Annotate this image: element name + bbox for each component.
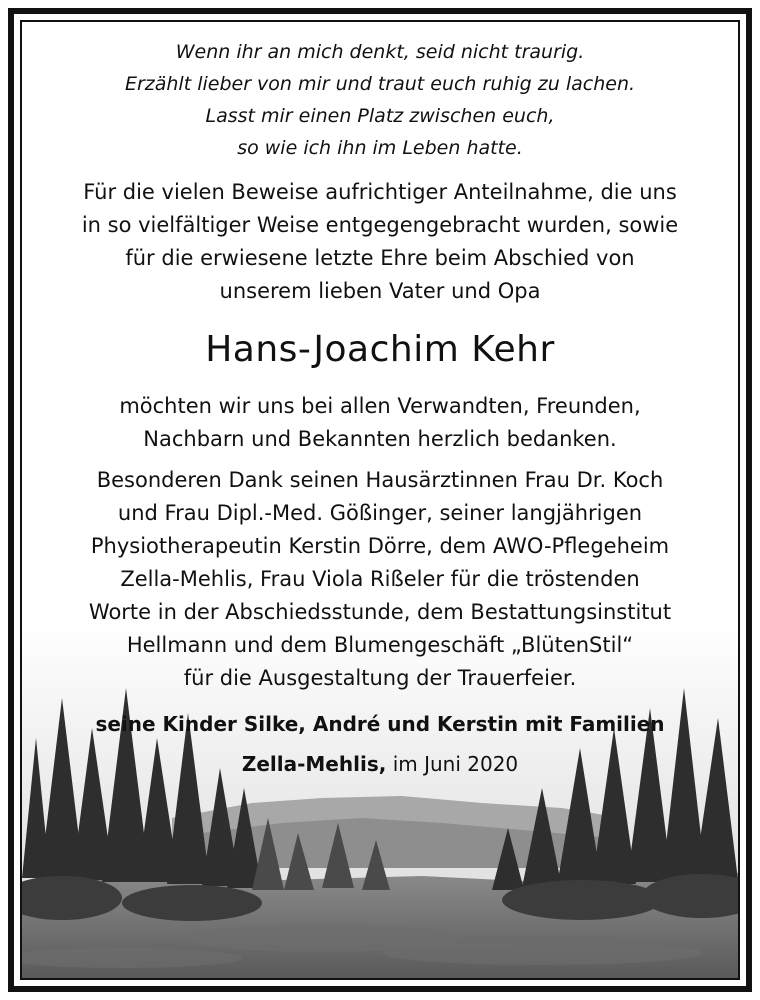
- place: Zella-Mehlis,: [241, 752, 387, 776]
- special-thanks-line: Besonderen Dank seinen Hausärztinnen Frau Dr. Koch: [96, 468, 664, 492]
- thanks-line: möchten wir uns bei allen Verwandten, Freunden,: [119, 394, 641, 418]
- intro-line: in so vielfältiger Weise entgegengebracht wurden, sowie: [81, 213, 679, 237]
- special-thanks-paragraph: [22, 464, 738, 695]
- mourners-signature: seine Kinder Silke, André und Kerstin mit Familien: [95, 712, 665, 736]
- intro-line: für die erwiesene letzte Ehre beim Abschied von: [125, 246, 635, 270]
- poem-line: Erzählt lieber von mir und traut euch ruhig zu lachen.: [124, 73, 636, 95]
- poem-line: so wie ich ihn im Leben hatte.: [237, 137, 523, 159]
- poem-line: Lasst mir einen Platz zwischen euch,: [205, 105, 555, 127]
- place-date: [22, 749, 738, 779]
- intro-line: unserem lieben Vater und Opa: [219, 279, 541, 303]
- special-thanks-line: und Frau Dipl.-Med. Gößinger, seiner langjährigen: [117, 501, 643, 525]
- special-thanks-line: für die Ausgestaltung der Trauerfeier.: [183, 666, 577, 690]
- special-thanks-line: Physiotherapeutin Kerstin Dörre, dem AWO-Pflegeheim: [90, 534, 670, 558]
- thanks-line: Nachbarn und Bekannten herzlich bedanken.: [143, 427, 617, 451]
- thanks-paragraph: [22, 390, 738, 456]
- special-thanks-line: Zella-Mehlis, Frau Viola Rißeler für die tröstenden: [120, 567, 640, 591]
- intro-paragraph: [22, 176, 738, 308]
- date: im Juni 2020: [392, 752, 519, 776]
- deceased-name: Hans-Joachim Kehr: [205, 329, 555, 370]
- poem-line: Wenn ihr an mich denkt, seid nicht traurig.: [175, 41, 585, 63]
- special-thanks-line: Hellmann und dem Blumengeschäft „BlütenStil“: [126, 633, 634, 657]
- poem: [22, 36, 738, 164]
- notice-content: [22, 22, 738, 779]
- notice-frame: [20, 20, 740, 980]
- intro-line: Für die vielen Beweise aufrichtiger Anteilnahme, die uns: [83, 180, 677, 204]
- special-thanks-line: Worte in der Abschiedsstunde, dem Bestattungsinstitut: [88, 600, 672, 624]
